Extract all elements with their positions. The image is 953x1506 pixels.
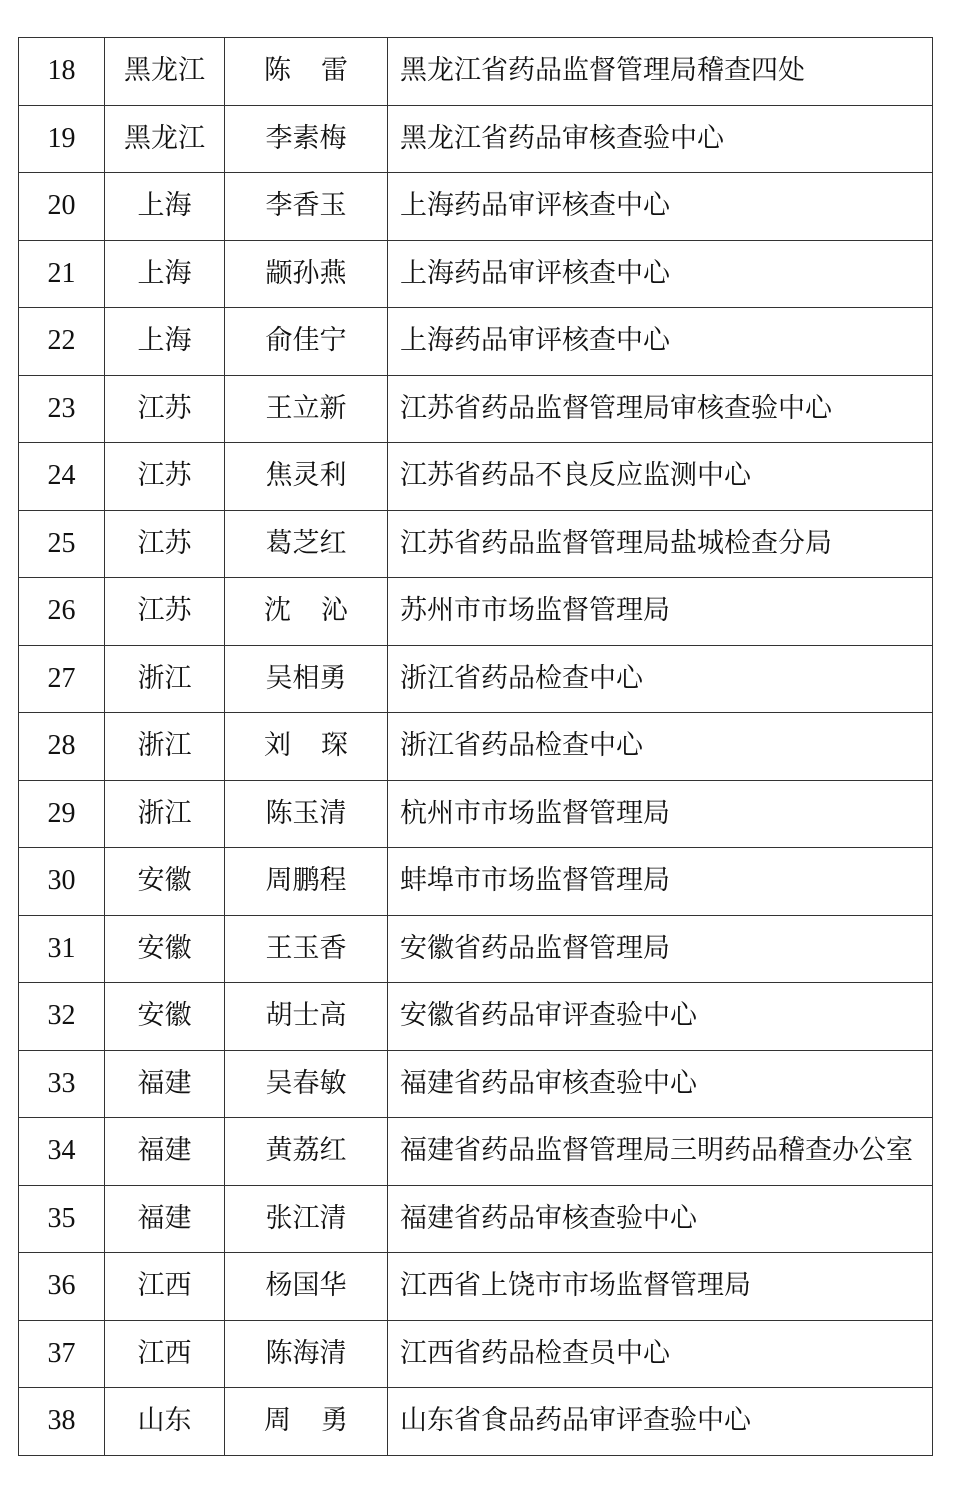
province-cell: 江苏 <box>105 578 225 646</box>
name-cell: 李香玉 <box>225 173 388 241</box>
organization-cell: 浙江省药品检查中心 <box>388 713 933 781</box>
organization-cell: 黑龙江省药品审核查验中心 <box>388 105 933 173</box>
table-row <box>19 240 933 308</box>
table-row <box>19 1320 933 1388</box>
row-number: 37 <box>19 1320 105 1388</box>
row-number: 34 <box>19 1118 105 1186</box>
table-row <box>19 1050 933 1118</box>
table-row <box>19 578 933 646</box>
table-row <box>19 105 933 173</box>
row-number: 24 <box>19 443 105 511</box>
name-cell: 沈沁 <box>225 578 388 646</box>
organization-cell: 上海药品审评核查中心 <box>388 308 933 376</box>
row-number: 29 <box>19 780 105 848</box>
name-cell: 陈玉清 <box>225 780 388 848</box>
name-cell: 吴春敏 <box>225 1050 388 1118</box>
organization-cell: 浙江省药品检查中心 <box>388 645 933 713</box>
table-row <box>19 510 933 578</box>
name-cell: 吴相勇 <box>225 645 388 713</box>
row-number: 28 <box>19 713 105 781</box>
row-number: 33 <box>19 1050 105 1118</box>
province-cell: 安徽 <box>105 983 225 1051</box>
row-number: 38 <box>19 1388 105 1456</box>
row-number: 35 <box>19 1185 105 1253</box>
province-cell: 浙江 <box>105 713 225 781</box>
row-number: 31 <box>19 915 105 983</box>
name-cell: 焦灵利 <box>225 443 388 511</box>
name-cell: 刘琛 <box>225 713 388 781</box>
organization-cell: 江西省上饶市市场监督管理局 <box>388 1253 933 1321</box>
row-number: 23 <box>19 375 105 443</box>
name-cell: 杨国华 <box>225 1253 388 1321</box>
row-number: 21 <box>19 240 105 308</box>
name-cell: 周勇 <box>225 1388 388 1456</box>
province-cell: 黑龙江 <box>105 38 225 106</box>
table-row <box>19 645 933 713</box>
organization-cell: 苏州市市场监督管理局 <box>388 578 933 646</box>
organization-cell: 福建省药品监督管理局三明药品稽查办公室 <box>388 1118 933 1186</box>
name-cell: 李素梅 <box>225 105 388 173</box>
province-cell: 山东 <box>105 1388 225 1456</box>
table-row <box>19 1388 933 1456</box>
table-row <box>19 1185 933 1253</box>
row-number: 25 <box>19 510 105 578</box>
row-number: 18 <box>19 38 105 106</box>
table-row <box>19 983 933 1051</box>
name-cell: 葛芝红 <box>225 510 388 578</box>
row-number: 22 <box>19 308 105 376</box>
table-row <box>19 375 933 443</box>
province-cell: 上海 <box>105 173 225 241</box>
table-row <box>19 308 933 376</box>
province-cell: 黑龙江 <box>105 105 225 173</box>
organization-cell: 江苏省药品不良反应监测中心 <box>388 443 933 511</box>
row-number: 32 <box>19 983 105 1051</box>
row-number: 27 <box>19 645 105 713</box>
province-cell: 安徽 <box>105 915 225 983</box>
organization-cell: 江西省药品检查员中心 <box>388 1320 933 1388</box>
row-number: 30 <box>19 848 105 916</box>
organization-cell: 安徽省药品监督管理局 <box>388 915 933 983</box>
table-row <box>19 1118 933 1186</box>
organization-cell: 福建省药品审核查验中心 <box>388 1185 933 1253</box>
organization-cell: 上海药品审评核查中心 <box>388 173 933 241</box>
organization-cell: 福建省药品审核查验中心 <box>388 1050 933 1118</box>
table-row <box>19 38 933 106</box>
province-cell: 江苏 <box>105 375 225 443</box>
name-cell: 周鹏程 <box>225 848 388 916</box>
table-row <box>19 173 933 241</box>
name-cell: 王玉香 <box>225 915 388 983</box>
province-cell: 上海 <box>105 240 225 308</box>
province-cell: 福建 <box>105 1185 225 1253</box>
row-number: 36 <box>19 1253 105 1321</box>
name-cell: 王立新 <box>225 375 388 443</box>
row-number: 19 <box>19 105 105 173</box>
province-cell: 福建 <box>105 1118 225 1186</box>
name-cell: 黄荔红 <box>225 1118 388 1186</box>
table-row <box>19 713 933 781</box>
name-cell: 颛孙燕 <box>225 240 388 308</box>
organization-cell: 江苏省药品监督管理局审核查验中心 <box>388 375 933 443</box>
table-row <box>19 443 933 511</box>
province-cell: 江苏 <box>105 510 225 578</box>
name-cell: 陈海清 <box>225 1320 388 1388</box>
name-cell: 俞佳宁 <box>225 308 388 376</box>
name-cell: 胡士高 <box>225 983 388 1051</box>
table-row <box>19 1253 933 1321</box>
organization-cell: 上海药品审评核查中心 <box>388 240 933 308</box>
province-cell: 浙江 <box>105 645 225 713</box>
name-cell: 张江清 <box>225 1185 388 1253</box>
province-cell: 江苏 <box>105 443 225 511</box>
organization-cell: 杭州市市场监督管理局 <box>388 780 933 848</box>
province-cell: 浙江 <box>105 780 225 848</box>
organization-cell: 安徽省药品审评查验中心 <box>388 983 933 1051</box>
row-number: 20 <box>19 173 105 241</box>
organization-cell: 山东省食品药品审评查验中心 <box>388 1388 933 1456</box>
province-cell: 福建 <box>105 1050 225 1118</box>
organization-cell: 江苏省药品监督管理局盐城检查分局 <box>388 510 933 578</box>
province-cell: 安徽 <box>105 848 225 916</box>
organization-cell: 蚌埠市市场监督管理局 <box>388 848 933 916</box>
row-number: 26 <box>19 578 105 646</box>
province-cell: 江西 <box>105 1320 225 1388</box>
roster-table <box>18 37 933 1456</box>
province-cell: 江西 <box>105 1253 225 1321</box>
table-row <box>19 915 933 983</box>
name-cell: 陈雷 <box>225 38 388 106</box>
organization-cell: 黑龙江省药品监督管理局稽查四处 <box>388 38 933 106</box>
table-row <box>19 780 933 848</box>
province-cell: 上海 <box>105 308 225 376</box>
table-row <box>19 848 933 916</box>
